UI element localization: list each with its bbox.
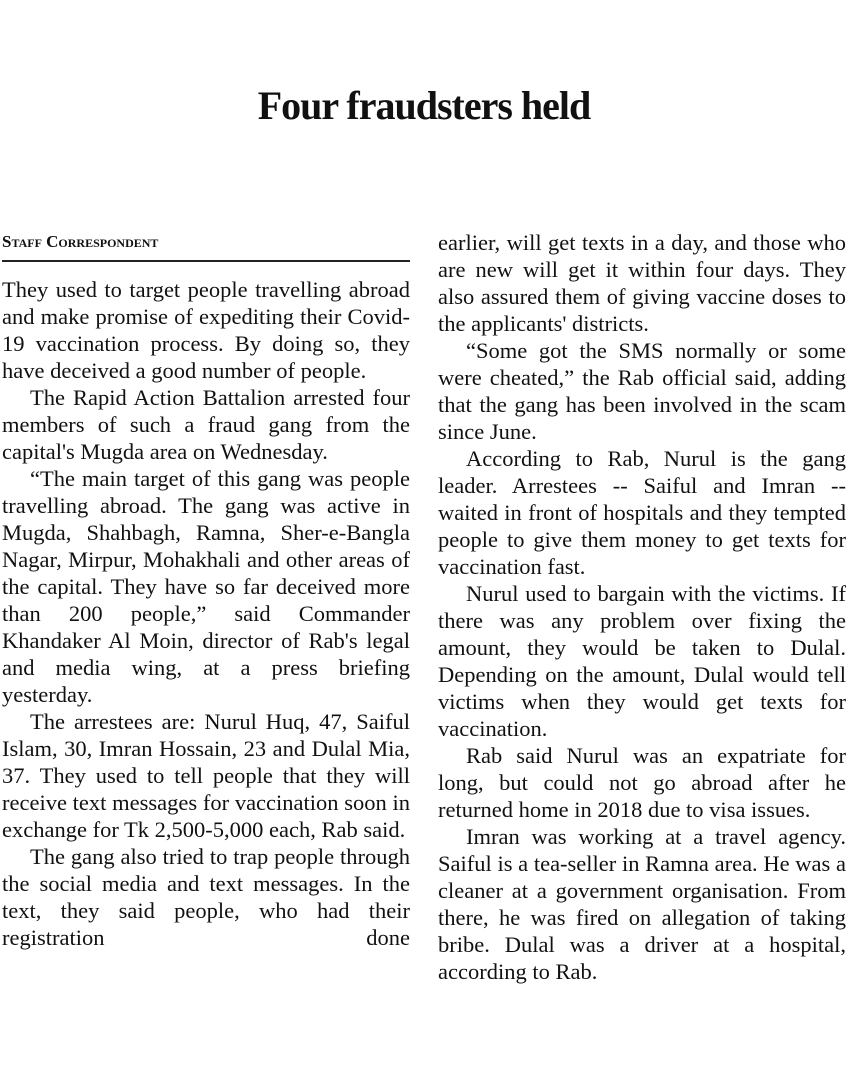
article-kicker xyxy=(0,8,848,56)
article-byline: Staff Correspondent xyxy=(2,232,159,251)
article-paragraph: Imran was working at a travel agency. Saiful is a tea-seller in Ramna area. He was a cleaner at a government organisation. From there, he was fired on allegation of taking bribe. Dulal was a driver at a hospital, according to Rab. xyxy=(438,824,846,984)
article-paragraph: They used to target people travelling abroad and make promise of expediting their Covid-19 vaccination process. By doing so, they have deceived a good number of people. xyxy=(2,277,410,383)
article-paragraph: The gang also tried to trap people through the social media and text messages. In the text, they said people, who had their registration done xyxy=(2,844,410,950)
byline-divider xyxy=(2,260,410,262)
article-column-right xyxy=(438,229,846,985)
article-paragraph: The arrestees are: Nurul Huq, 47, Saiful Islam, 30, Imran Hossain, 23 and Dulal Mia, 37. They used to tell people that they will receive text messages for vaccination soon in exchange for Tk 2,500-5,000 each, Rab said. xyxy=(2,709,410,842)
article-subheadline xyxy=(0,162,848,212)
article-headline: Four fraudsters held xyxy=(257,83,591,128)
article-column-left xyxy=(2,276,410,951)
article-paragraph: Nurul used to bargain with the victims. If there was any problem over fixing the amount, they would be taken to Dulal. Depending on the amount, Dulal would tell victims when they would get texts for vaccination. xyxy=(438,581,846,741)
article-paragraph: According to Rab, Nurul is the gang leader. Arrestees -- Saiful and Imran -- waited in front of hospitals and they tempted people to give them money to get texts for vaccination fast. xyxy=(438,446,846,579)
article-paragraph: Rab said Nurul was an expatriate for long, but could not go abroad after he returned home in 2018 due to visa issues. xyxy=(438,743,846,822)
article-paragraph: “The main target of this gang was people travelling abroad. The gang was active in Mugda, Shahbagh, Ramna, Sher-e-Bangla Nagar, Mirpur, Mohakhali and other areas of the capital. They have so far deceived more than 200 people,” said Commander Khandaker Al Moin, director of Rab's legal and media wing, at a press briefing yesterday. xyxy=(2,466,410,707)
article-paragraph: earlier, will get texts in a day, and those who are new will get it within four days. They also assured them of giving vaccine doses to the applicants' districts. xyxy=(438,230,846,336)
article-paragraph: The Rapid Action Battalion arrested four members of such a fraud gang from the capital's Mugda area on Wednesday. xyxy=(2,385,410,464)
article-paragraph: “Some got the SMS normally or some were cheated,” the Rab official said, adding that the gang has been involved in the scam since June. xyxy=(438,338,846,444)
